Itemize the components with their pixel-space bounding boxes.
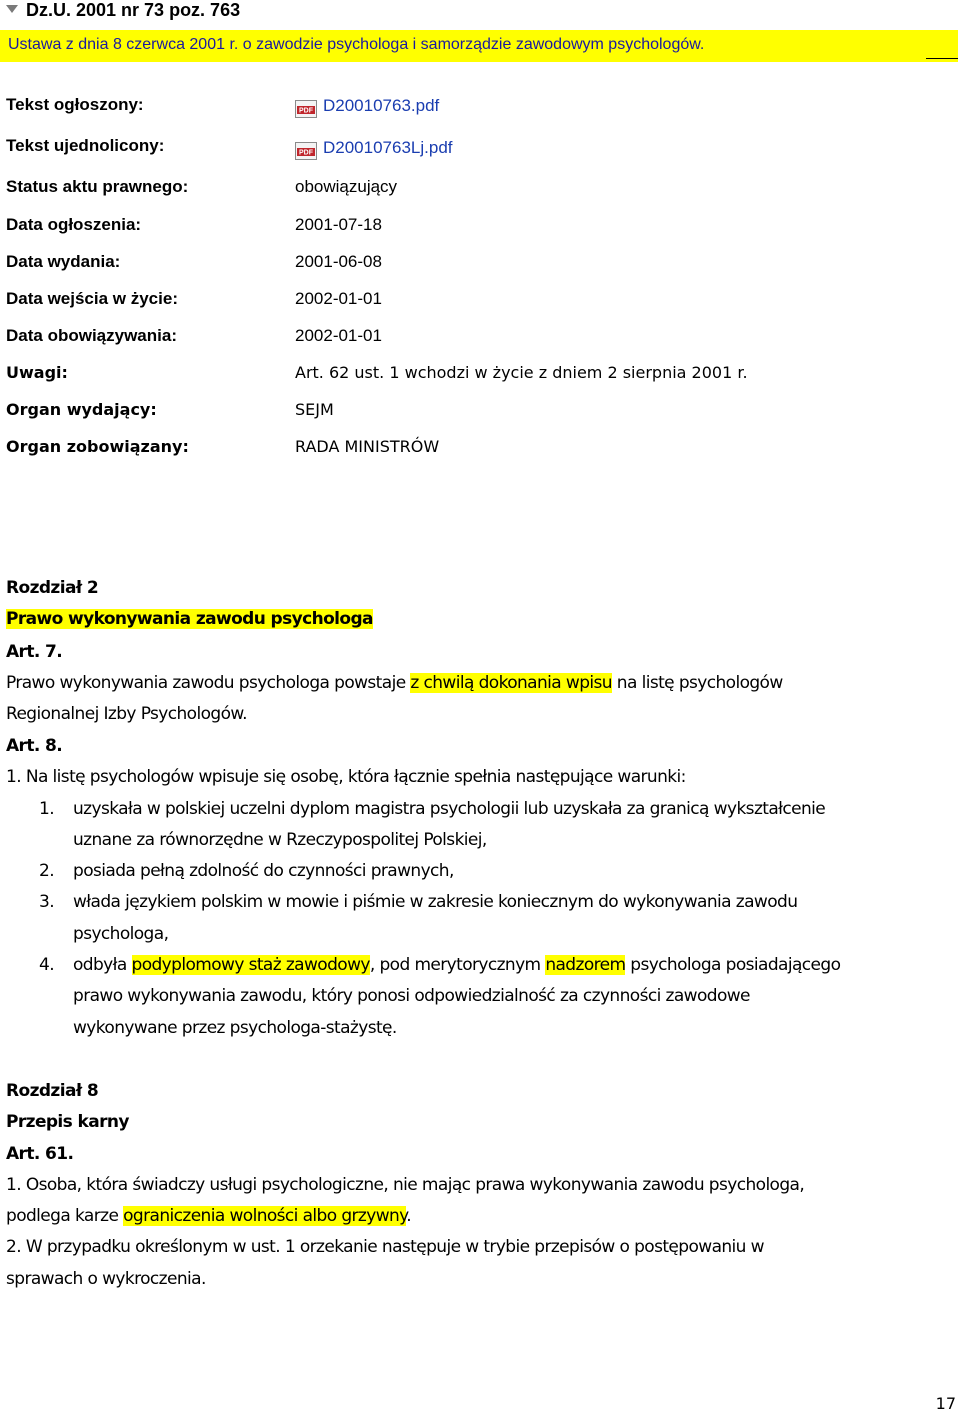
art-8-item-4-number: 4.: [39, 955, 55, 975]
issue-date-label: Data wydania:: [6, 252, 121, 271]
chapter-2-title: [6, 609, 373, 629]
binding-date-label: Data obowiązywania:: [6, 326, 177, 345]
art-61-para-2-line-1: 2. W przypadku określonym w ust. 1 orzekanie następuje w trybie przepisów o postępowaniu w: [6, 1237, 764, 1257]
item-4-text-c: psychologa posiadającego: [625, 955, 841, 975]
art-61-para-1-line-1: 1. Osoba, która świadczy usługi psychologiczne, nie mając prawa wykonywania zawodu psychologa,: [6, 1175, 805, 1195]
art-8-item-4-line-3: wykonywane przez psychologa-stażystę.: [73, 1018, 397, 1038]
art-7-text-line-2: Regionalnej Izby Psychologów.: [6, 704, 247, 724]
page-number: 17: [935, 1394, 956, 1413]
consolidated-text-link[interactable]: D20010763Lj.pdf: [323, 138, 453, 157]
art-61-text-a: podlega karze: [6, 1206, 124, 1226]
svg-text:PDF: PDF: [299, 149, 313, 157]
chapter-8-title: Przepis karny: [6, 1112, 129, 1132]
item-4-highlight-1: podyplomowy staż zawodowy: [131, 955, 370, 975]
status-label: Status aktu prawnego:: [6, 177, 189, 196]
effective-date-label: Data wejścia w życie:: [6, 289, 178, 308]
svg-text:PDF: PDF: [299, 107, 313, 115]
document-reference: Dz.U. 2001 nr 73 poz. 763: [26, 0, 241, 20]
obliged-body-label: Organ zobowiązany:: [6, 437, 189, 456]
notes-label: Uwagi:: [6, 363, 68, 382]
art-7-text-b: na listę psychologów: [611, 673, 783, 693]
art-8-item-1-line-2: uznane za równorzędne w Rzeczypospolitej Polskiej,: [73, 830, 487, 850]
art-8-item-2-line-1: posiada pełną zdolność do czynności prawnych,: [73, 861, 454, 881]
effective-date: 2002-01-01: [295, 289, 382, 308]
collapse-triangle-icon[interactable]: [6, 5, 18, 13]
status-value: obowiązujący: [295, 177, 398, 196]
art-8-item-4-line-2: prawo wykonywania zawodu, który ponosi odpowiedzialność za czynności zawodowe: [73, 986, 750, 1006]
art-7-text-a: Prawo wykonywania zawodu psychologa powstaje: [6, 673, 411, 693]
pdf-file-icon[interactable]: [295, 142, 317, 158]
art-8-intro: 1. Na listę psychologów wpisuje się osobę, która łącznie spełnia następujące warunki:: [6, 767, 686, 787]
art-7-label: Art. 7.: [6, 642, 63, 662]
issue-date: 2001-06-08: [295, 252, 382, 271]
pdf-file-icon[interactable]: [295, 100, 317, 116]
art-8-label: Art. 8.: [6, 736, 63, 756]
act-title: Ustawa z dnia 8 czerwca 2001 r. o zawodzie psychologa i samorządzie zawodowym psychologów.: [8, 36, 705, 53]
published-text-label: Tekst ogłoszony:: [6, 95, 144, 114]
act-title-bar: [0, 30, 958, 62]
published-text-row[interactable]: [295, 96, 439, 116]
notes-value: Art. 62 ust. 1 wchodzi w życie z dniem 2 sierpnia 2001 r.: [295, 363, 748, 382]
issuing-body-label: Organ wydający:: [6, 400, 157, 419]
art-8-item-3-line-1: włada językiem polskim w mowie i piśmie w zakresie koniecznym do wykonywania zawodu: [73, 892, 798, 912]
art-8-item-1-line-1: uzyskała w polskiej uczelni dyplom magistra psychologii lub uzyskała za granicą wykształcenie: [73, 799, 826, 819]
chapter-2-title-text: Prawo wykonywania zawodu psychologa: [6, 609, 373, 629]
document-header[interactable]: [6, 0, 240, 21]
art-61-para-2-line-2: sprawach o wykroczenia.: [6, 1269, 206, 1289]
art-8-item-3-line-2: psychologa,: [73, 924, 169, 944]
art-8-item-4-line-1: [73, 955, 840, 975]
art-7-highlight: z chwilą dokonania wpisu: [410, 673, 612, 693]
announcement-date-label: Data ogłoszenia:: [6, 215, 142, 234]
art-61-highlight: ograniczenia wolności albo grzywny: [123, 1206, 407, 1226]
art-8-item-1-number: 1.: [39, 799, 55, 819]
art-61-text-b: .: [406, 1206, 412, 1226]
announcement-date: 2001-07-18: [295, 215, 382, 234]
item-4-text-b: , pod merytorycznym: [369, 955, 546, 975]
obliged-body: RADA MINISTRÓW: [295, 437, 440, 456]
issuing-body: SEJM: [295, 400, 334, 419]
chapter-8-heading: Rozdział 8: [6, 1081, 99, 1101]
item-4-text-a: odbyła: [73, 955, 132, 975]
published-text-link[interactable]: D20010763.pdf: [323, 96, 440, 115]
art-8-item-3-number: 3.: [39, 892, 55, 912]
art-7-text-line-1: [6, 673, 783, 693]
binding-date: 2002-01-01: [295, 326, 382, 345]
art-61-label: Art. 61.: [6, 1144, 74, 1164]
consolidated-text-row[interactable]: [295, 138, 453, 158]
item-4-highlight-2: nadzorem: [545, 955, 626, 975]
title-underline: [926, 58, 958, 59]
chapter-2-heading: Rozdział 2: [6, 578, 99, 598]
art-8-item-2-number: 2.: [39, 861, 55, 881]
consolidated-text-label: Tekst ujednolicony:: [6, 136, 165, 155]
art-61-para-1-line-2: [6, 1206, 411, 1226]
